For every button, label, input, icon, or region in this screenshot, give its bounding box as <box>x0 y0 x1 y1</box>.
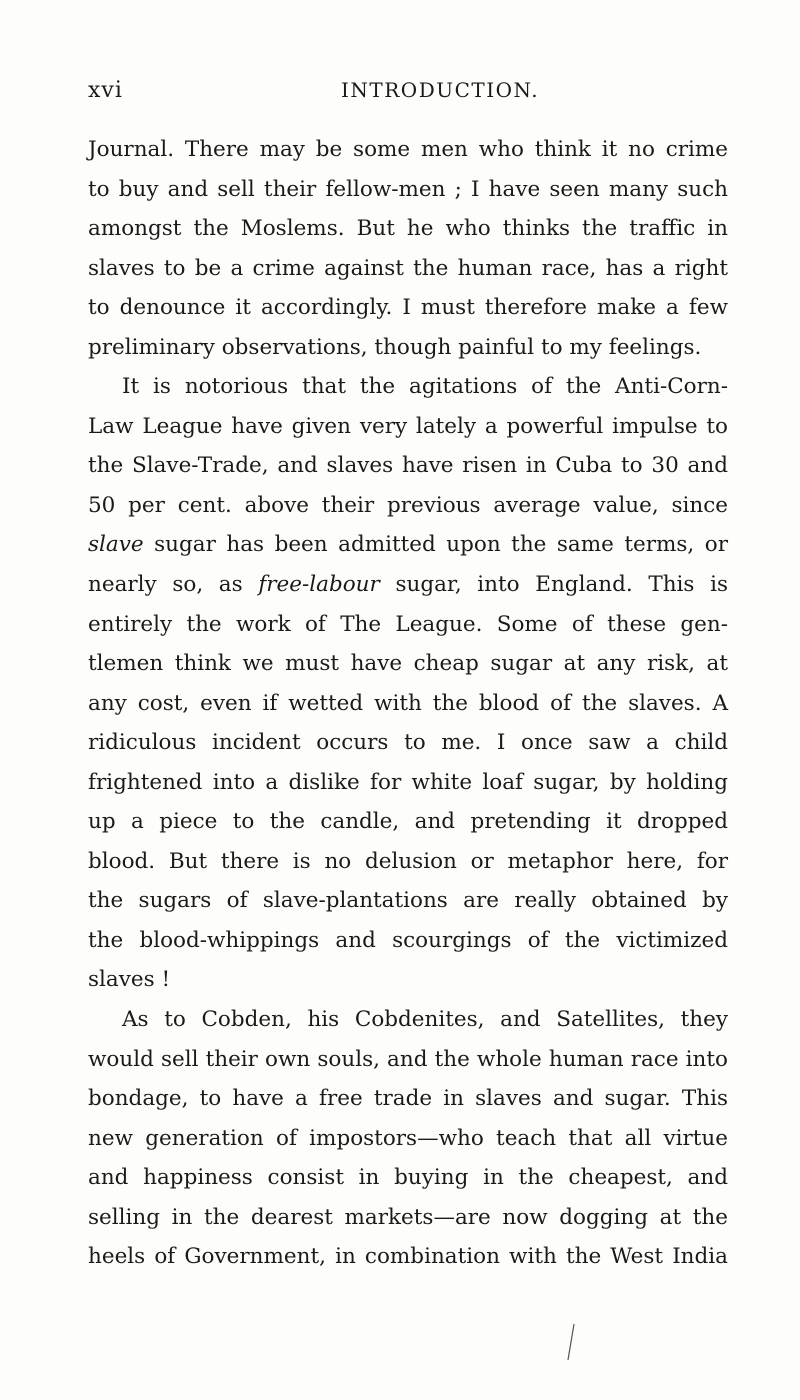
running-title: INTRODUCTION. <box>341 78 540 102</box>
text-line: and happiness consist in buying in the cheapest, and <box>88 1165 728 1191</box>
page-number: xvi <box>88 78 123 103</box>
text-line: preliminary observations, though painful to my feelings. <box>88 334 702 360</box>
stray-pen-mark <box>566 1322 576 1362</box>
text-line: would sell their own souls, and the whole human race into <box>88 1046 728 1072</box>
text-line: ridiculous incident occurs to me. I once saw a child <box>88 730 728 756</box>
text-line <box>88 565 728 605</box>
text-line: heels of Government, in combination with the West India <box>88 1244 728 1270</box>
text-line: blood. But there is no delusion or metaphor here, for <box>88 848 728 874</box>
text-line: entirely the work of The League. Some of these gen- <box>88 611 728 637</box>
text-line: It is notorious that the agitations of the Anti-Corn- <box>122 374 728 400</box>
emphasis-slave: slave <box>88 532 144 558</box>
text-line: Law League have given very lately a powerful impulse to <box>88 413 728 439</box>
running-head <box>88 78 728 108</box>
text-line: 50 per cent. above their previous average value, since <box>88 492 728 518</box>
text-line: any cost, even if wetted with the blood of the slaves. A <box>88 690 728 716</box>
text-line: slaves to be a crime against the human race, has a right <box>88 255 728 281</box>
text-line: frightened into a dislike for white loaf sugar, by holding <box>88 769 728 795</box>
text-line: to buy and sell their fellow-men ; I have seen many such <box>88 176 728 202</box>
text-line <box>88 525 728 565</box>
body-text <box>88 130 728 1277</box>
text-line: amongst the Moslems. But he who thinks the traffic in <box>88 216 728 242</box>
text-line: the sugars of slave-plantations are really obtained by <box>88 888 728 914</box>
text-line: slaves ! <box>88 967 171 993</box>
text-line: selling in the dearest markets—are now dogging at the <box>88 1204 728 1230</box>
text-line: the Slave-Trade, and slaves have risen in Cuba to 30 and <box>88 453 728 479</box>
text-line: to denounce it accordingly. I must therefore make a few <box>88 295 728 321</box>
text-line: up a piece to the candle, and pretending it dropped <box>88 809 728 835</box>
emphasis-free-labour: free-labour <box>258 572 380 598</box>
text-segment: nearly so, as <box>88 572 259 598</box>
text-segment: sugar, into England. This is <box>379 572 729 598</box>
text-segment: sugar has been admitted upon the same terms, or <box>143 532 728 558</box>
text-line: As to Cobden, his Cobdenites, and Satellites, they <box>122 1007 728 1033</box>
text-line: new generation of impostors—who teach that all virtue <box>88 1125 728 1151</box>
text-line: tlemen think we must have cheap sugar at any risk, at <box>88 651 728 677</box>
text-line: bondage, to have a free trade in slaves and sugar. This <box>88 1086 728 1112</box>
text-line: Journal. There may be some men who think it no crime <box>88 137 728 162</box>
text-line: the blood-whippings and scourgings of the victimized <box>88 927 728 953</box>
